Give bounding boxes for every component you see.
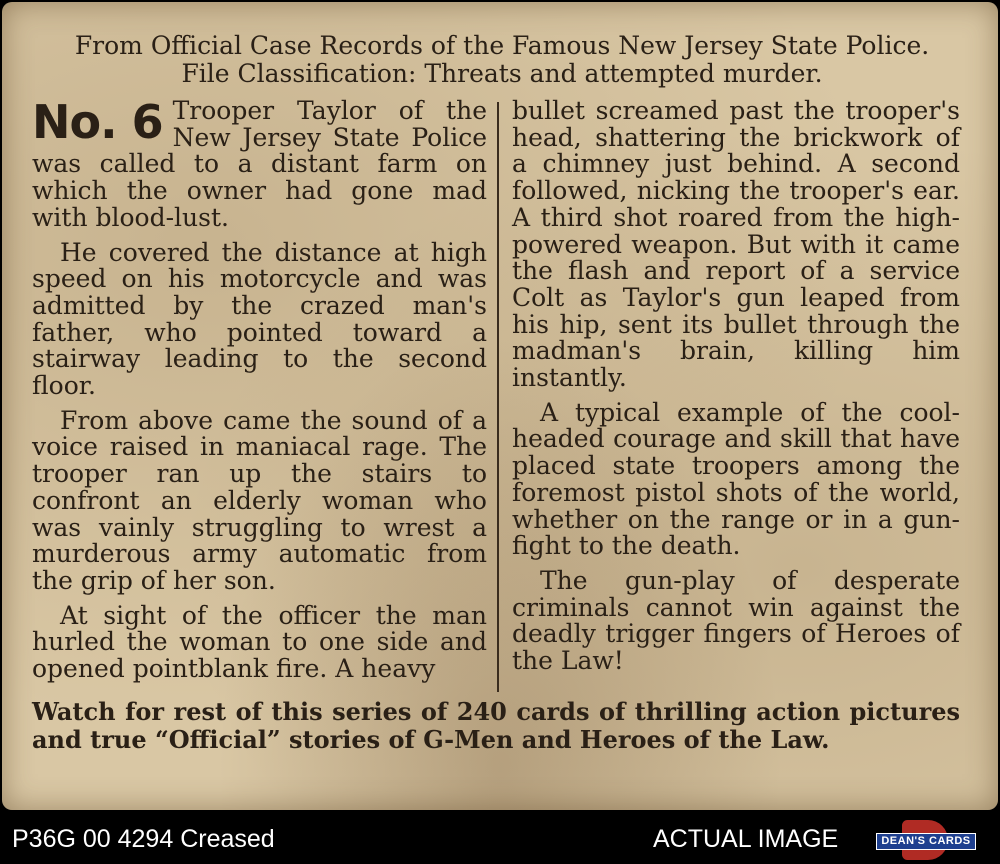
trading-card-back [2,2,998,810]
card-header [2,32,1000,88]
left-paragraph-4: At sight of the officer the man hurled the woman to one side and opened pointblank fire. A heavy [32,600,487,684]
header-line-1: From Official Case Records of the Famous New Jersey State Police. [74,31,930,60]
left-column [32,95,487,691]
right-paragraph-1: bullet screamed past the trooper's head, shattering the brickwork of a chimney just behind. A second followed, nicking the trooper's ear. A third shot roared from the high-powered weapon. But with it came the flash and report of a service Colt as Taylor's gun leaped from his hip, sent its bullet through the madman's brain, killing him instantly. [512,96,960,393]
listing-bar [0,812,1000,864]
header-line-2: File Classification: Threats and attempted murder. [181,59,823,88]
deans-cards-logo [876,820,974,860]
sku-label: P36G 00 4294 Creased [12,825,275,853]
right-column [512,98,960,683]
left-paragraph-1 [32,95,487,232]
right-paragraph-2: A typical example of the cool-headed courage and skill that have placed state troopers among the foremost pistol shots of the world, whether on the range or in a gun-fight to the death. [512,397,960,561]
left-paragraph-3: From above came the sound of a voice raised in maniacal rage. The trooper ran up the stairs to confront an elderly woman who was vainly struggling to wrest a murderous army automatic from the grip of her son. [32,405,487,595]
left-paragraph-1-text: Trooper Taylor of the New Jersey State Police was called to a distant farm on which the owner had gone mad with blood-lust. [32,96,487,232]
logo-band: DEAN'S CARDS [876,833,976,850]
left-paragraph-2: He covered the distance at high speed on his motorcycle and was admitted by the crazed man's father, who pointed toward a stairway leading to the second floor. [32,237,487,401]
actual-image-label: ACTUAL IMAGE [653,825,839,853]
right-paragraph-3: The gun-play of desperate criminals cannot win against the deadly trigger fingers of Heroes of the Law! [512,565,960,676]
card-footer: Watch for rest of this series of 240 cards of thrilling action pictures and true “Official” stories of G-Men and Heroes of the Law. [32,697,960,754]
card-number: No. 6 [32,95,163,149]
column-divider [497,102,499,692]
